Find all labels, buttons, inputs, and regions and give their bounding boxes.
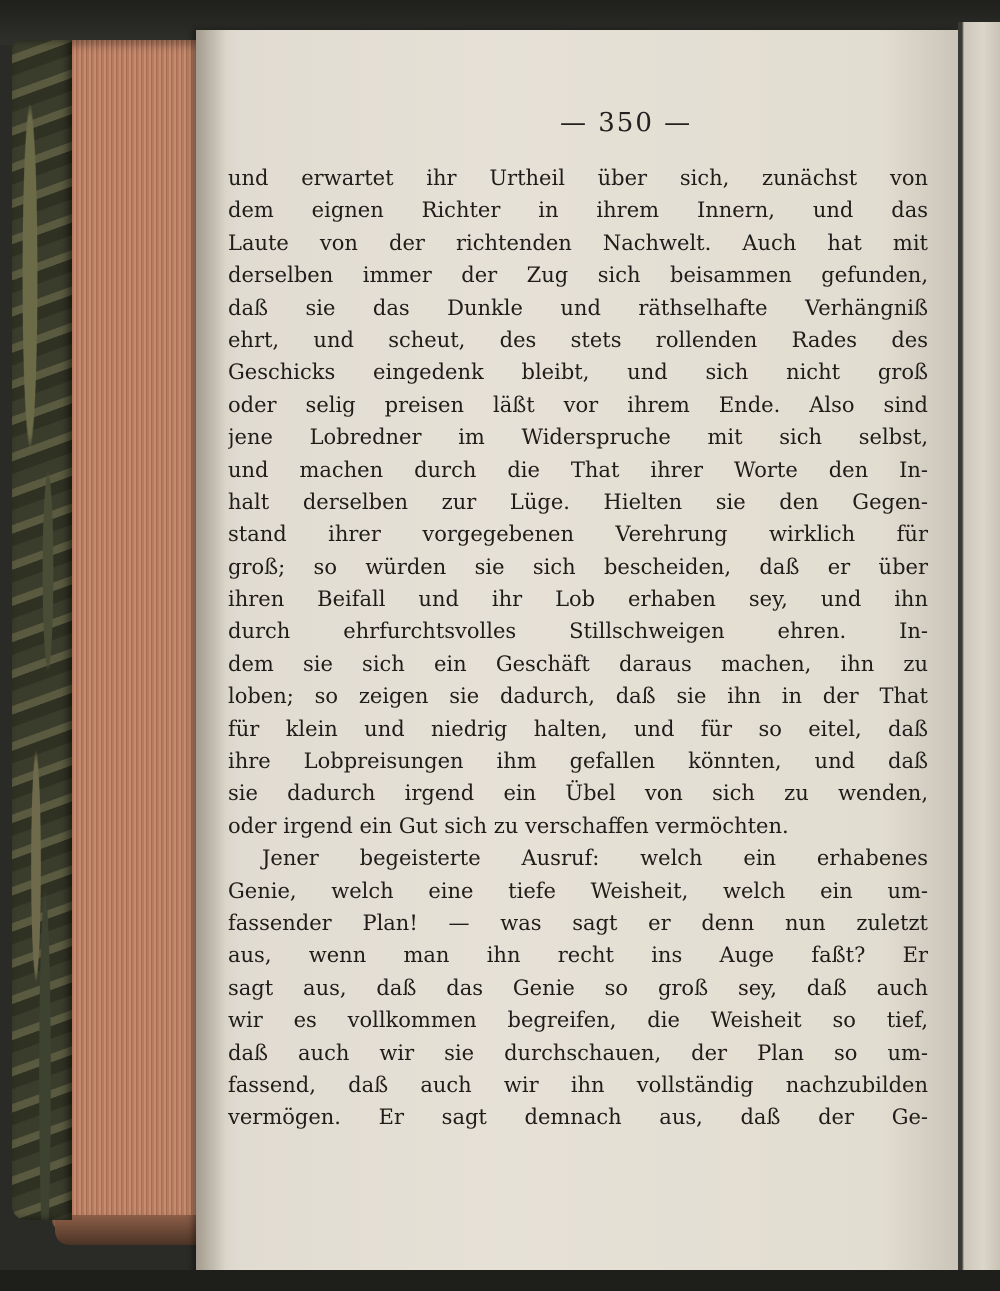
text-line: groß; so würden sie sich bescheiden, daß er über xyxy=(228,554,928,579)
marbled-cover xyxy=(12,40,72,1220)
text-line: fassender Plan! — was sagt er denn nun zuletzt xyxy=(228,910,928,935)
text-line: sie dadurch irgend ein Übel von sich zu wenden, xyxy=(228,781,928,806)
text-line: jene Lobredner im Widerspruche mit sich selbst, xyxy=(228,425,928,450)
text-line: daß auch wir sie durchschauen, der Plan so um- xyxy=(228,1040,928,1065)
text-line: dem sie sich ein Geschäft daraus machen, ihn zu xyxy=(228,651,928,676)
background-bottom xyxy=(0,1270,1000,1291)
text-line: und erwartet ihr Urtheil über sich, zunächst von xyxy=(228,166,928,190)
text-line: Geschicks eingedenk bleibt, und sich nicht groß xyxy=(228,360,928,385)
text-line: oder selig preisen läßt vor ihrem Ende. Also sind xyxy=(228,392,928,417)
text-line: derselben immer der Zug sich beisammen gefunden, xyxy=(228,263,928,288)
text-line: Jener begeisterte Ausruf: welch ein erhabenes xyxy=(262,846,928,871)
page-edges xyxy=(52,40,202,1230)
page-number-header: — 350 — xyxy=(560,108,693,138)
text-line: ehrt, und scheut, des stets rollenden Rades des xyxy=(228,327,928,352)
text-line: aus, wenn man ihn recht ins Auge faßt? Er xyxy=(228,943,928,968)
text-line: ihren Beifall und ihr Lob erhaben sey, und ihn xyxy=(228,587,928,612)
text-line: oder irgend ein Gut sich zu verschaffen vermöchten. xyxy=(228,813,789,838)
page-edges-bottom xyxy=(55,1215,215,1245)
text-line: daß sie das Dunkle und räthselhafte Verhängniß xyxy=(228,295,928,320)
gutter-shadow xyxy=(196,30,226,1275)
text-line: halt derselben zur Lüge. Hielten sie den Gegen- xyxy=(228,489,928,514)
text-line: stand ihrer vorgegebenen Verehrung wirklich für xyxy=(228,522,928,547)
facing-page-edge xyxy=(958,22,1000,1282)
text-line: für klein und niedrig halten, und für so eitel, daß xyxy=(228,716,928,741)
text-line: vermögen. Er sagt demnach aus, daß der Ge- xyxy=(228,1105,928,1130)
text-line: fassend, daß auch wir ihn vollständig nachzubilden xyxy=(228,1072,928,1097)
text-line: und machen durch die That ihrer Worte den In- xyxy=(228,457,928,482)
text-line: wir es vollkommen begreifen, die Weisheit so tief, xyxy=(228,1008,928,1033)
text-line: dem eignen Richter in ihrem Innern, und das xyxy=(228,198,928,223)
text-line: loben; so zeigen sie dadurch, daß sie ihn in der That xyxy=(228,684,928,709)
text-line: Genie, welch eine tiefe Weisheit, welch ein um- xyxy=(228,878,928,903)
text-line: ihre Lobpreisungen ihm gefallen könnten, und daß xyxy=(228,749,928,774)
text-line: durch ehrfurchtsvolles Stillschweigen ehren. In- xyxy=(228,619,928,644)
page-body-text xyxy=(228,162,928,1134)
text-line: sagt aus, daß das Genie so groß sey, daß auch xyxy=(228,975,928,1000)
text-line: Laute von der richtenden Nachwelt. Auch hat mit xyxy=(228,230,928,255)
